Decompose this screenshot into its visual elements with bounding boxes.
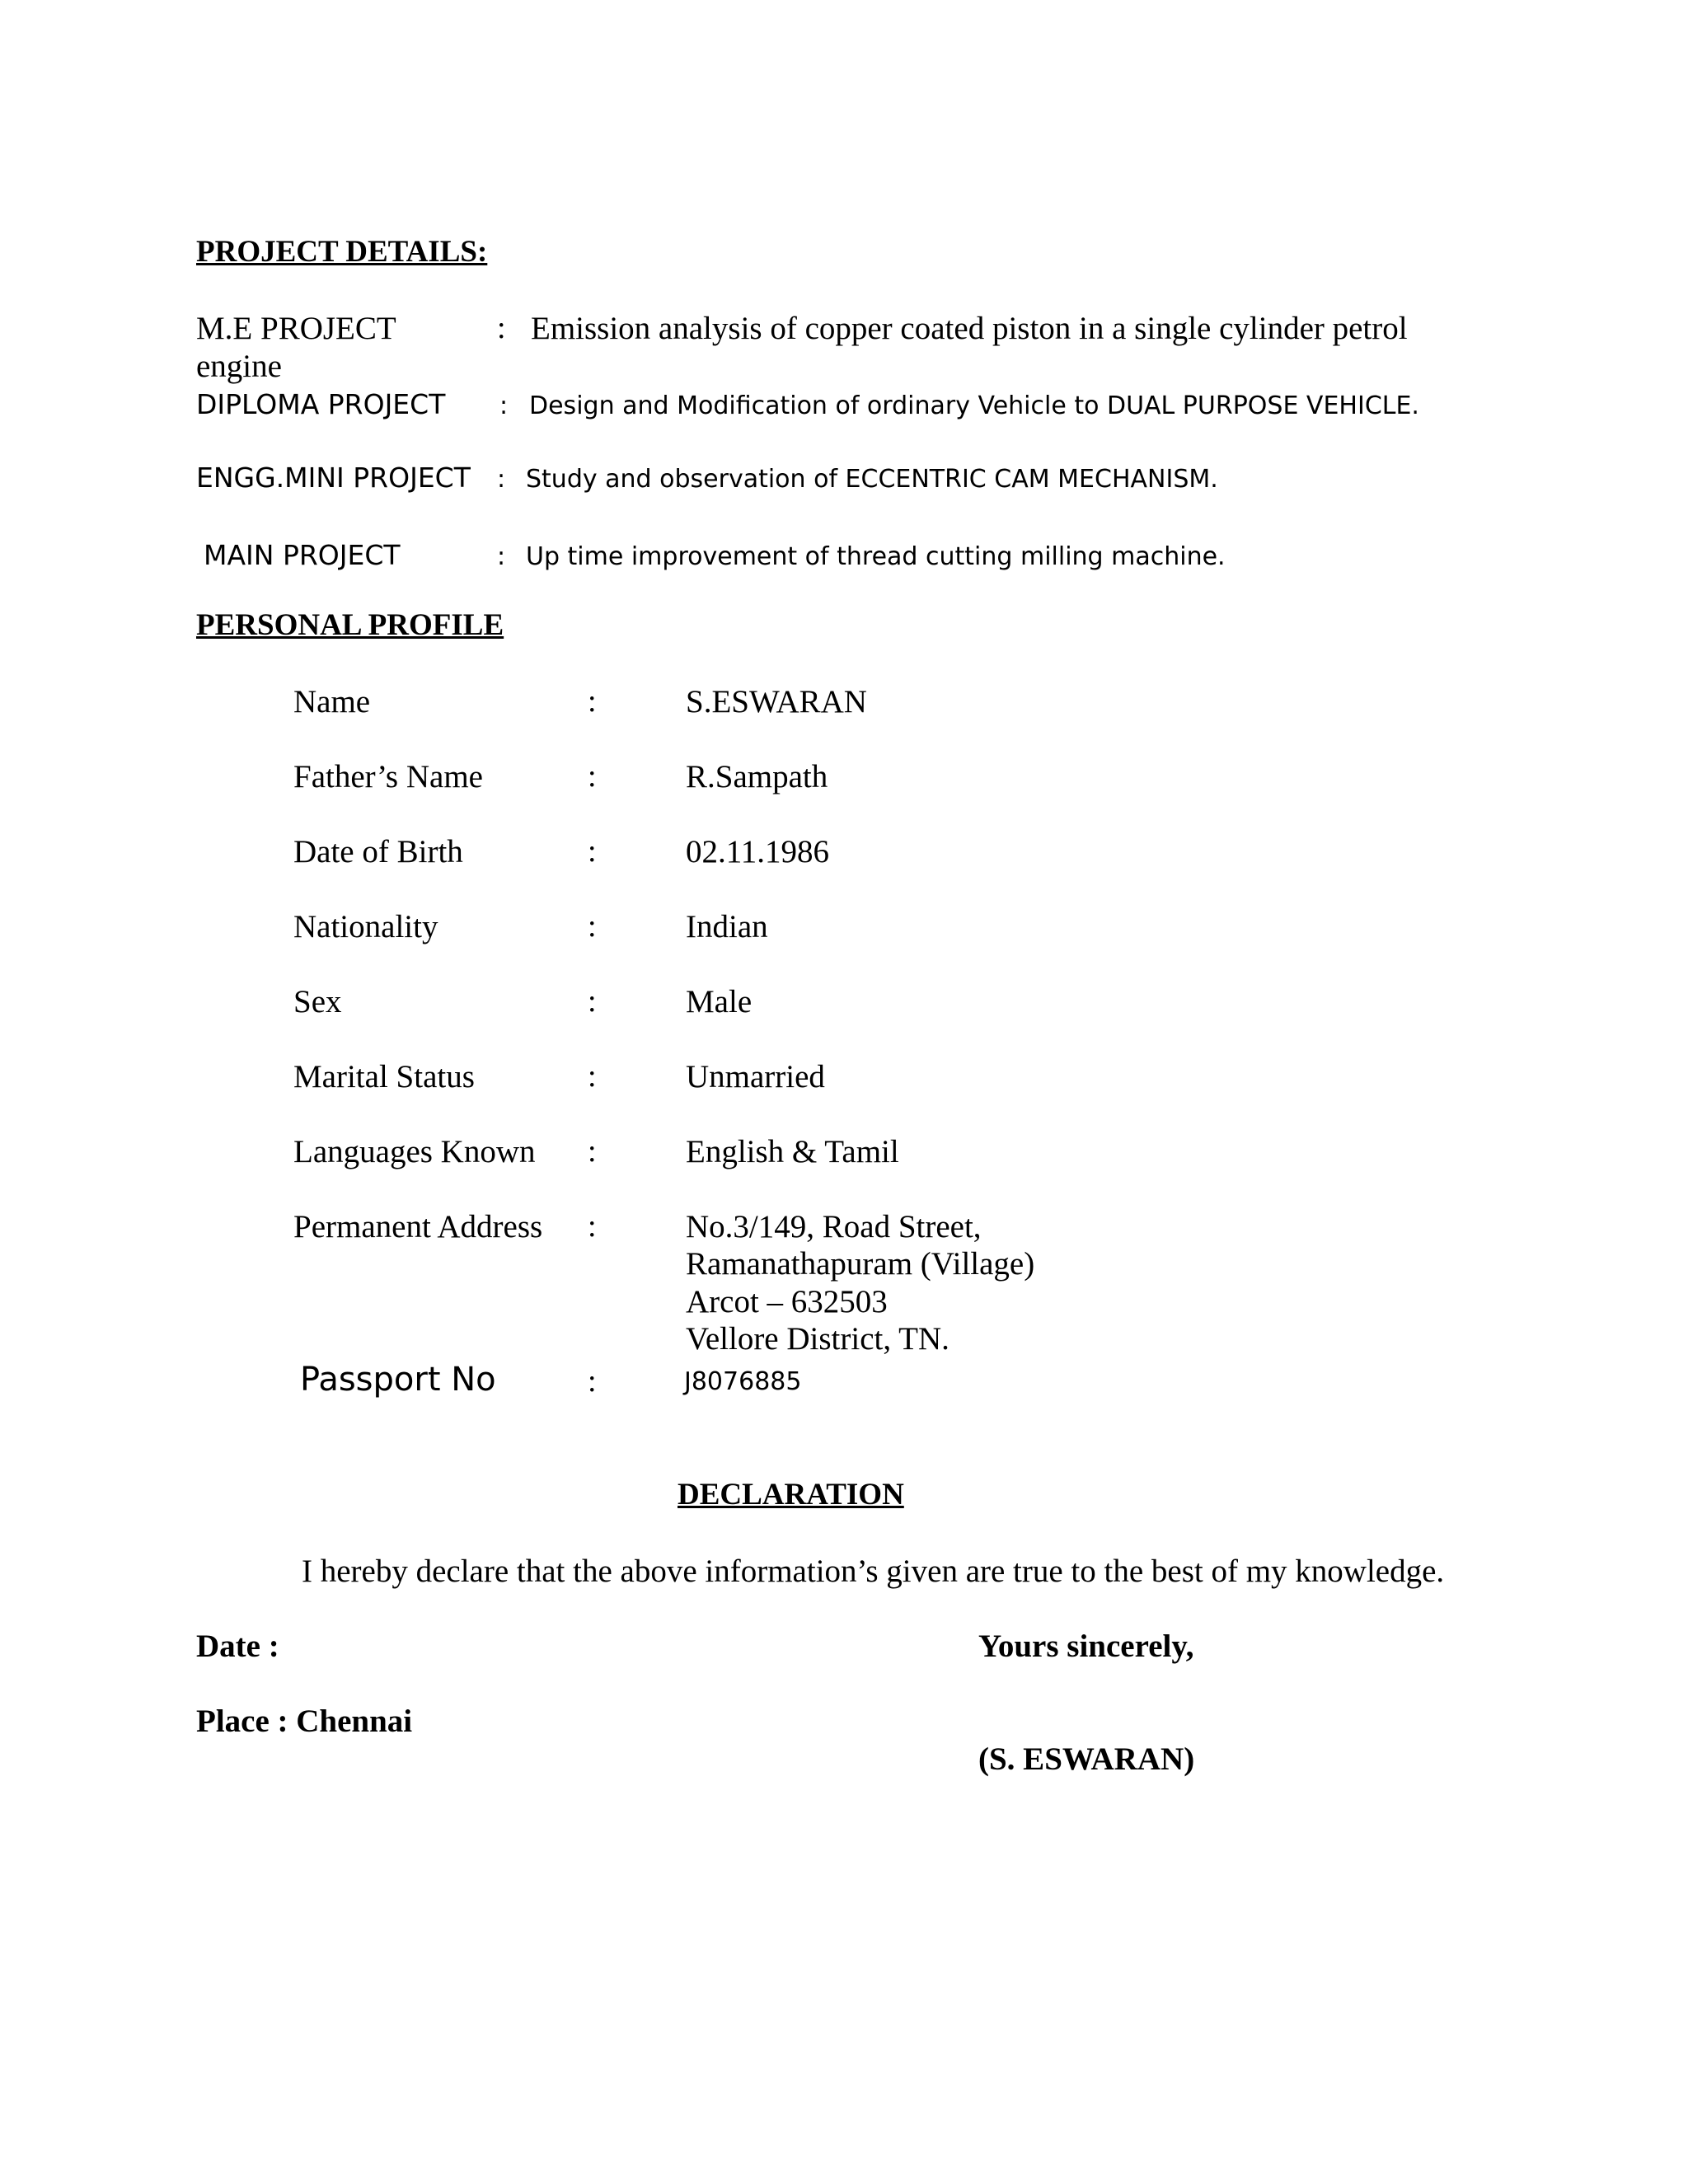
address-colon: :: [588, 1209, 597, 1244]
place-label: Place : Chennai: [196, 1704, 413, 1739]
nationality-value: Indian: [686, 909, 768, 944]
father-name-colon: :: [588, 759, 597, 794]
address-line-1: No.3/149, Road Street,: [686, 1209, 982, 1244]
address-line-4: Vellore District, TN.: [686, 1321, 950, 1357]
father-name-value: R.Sampath: [686, 759, 828, 794]
passport-value: J8076885: [684, 1367, 802, 1396]
diploma-project-colon: :: [499, 391, 509, 420]
declaration-text: I hereby declare that the above information’s given are true to the best of my knowledge.: [302, 1554, 1445, 1589]
sex-label: Sex: [293, 984, 342, 1019]
project-details-heading: PROJECT DETAILS:: [196, 235, 488, 269]
passport-label: Passport No: [300, 1361, 496, 1399]
mini-project-colon: :: [497, 465, 506, 494]
marital-status-label: Marital Status: [293, 1059, 475, 1094]
languages-colon: :: [588, 1134, 597, 1169]
address-line-2: Ramanathapuram (Village): [686, 1246, 1035, 1282]
diploma-project-label: DIPLOMA PROJECT: [196, 388, 446, 420]
signature-name: (S. ESWARAN): [978, 1741, 1195, 1777]
date-label: Date :: [196, 1629, 279, 1664]
name-label: Name: [293, 684, 371, 719]
languages-value: English & Tamil: [686, 1134, 899, 1169]
dob-value: 02.11.1986: [686, 834, 830, 869]
closing-text: Yours sincerely,: [978, 1629, 1194, 1664]
main-project-label: MAIN PROJECT: [204, 539, 401, 571]
address-label: Permanent Address: [293, 1209, 543, 1244]
address-line-3: Arcot – 632503: [686, 1284, 888, 1319]
main-project-value: Up time improvement of thread cutting milling machine.: [526, 542, 1226, 571]
mini-project-label: ENGG.MINI PROJECT: [196, 462, 471, 494]
sex-value: Male: [686, 984, 753, 1019]
mini-project-value: Study and observation of ECCENTRIC CAM MECHANISM.: [526, 465, 1218, 494]
sex-colon: :: [588, 984, 597, 1019]
declaration-heading: DECLARATION: [678, 1478, 904, 1511]
languages-label: Languages Known: [293, 1134, 536, 1169]
dob-colon: :: [588, 834, 597, 869]
personal-profile-heading: PERSONAL PROFILE: [196, 608, 504, 642]
father-name-label: Father’s Name: [293, 759, 483, 794]
marital-status-value: Unmarried: [686, 1059, 825, 1094]
me-project-value-continued: engine: [196, 349, 282, 384]
nationality-label: Nationality: [293, 909, 438, 944]
name-colon: :: [588, 684, 597, 719]
dob-label: Date of Birth: [293, 834, 463, 869]
passport-colon: :: [588, 1364, 597, 1399]
main-project-colon: :: [497, 542, 506, 571]
me-project-value: Emission analysis of copper coated piston in a single cylinder petrol: [531, 311, 1408, 346]
name-value: S.ESWARAN: [686, 684, 867, 719]
diploma-project-value: Design and Modification of ordinary Vehicle to DUAL PURPOSE VEHICLE.: [529, 391, 1419, 420]
marital-status-colon: :: [588, 1059, 597, 1094]
nationality-colon: :: [588, 909, 597, 944]
me-project-label: M.E PROJECT: [196, 311, 396, 346]
me-project-colon: :: [497, 311, 506, 345]
